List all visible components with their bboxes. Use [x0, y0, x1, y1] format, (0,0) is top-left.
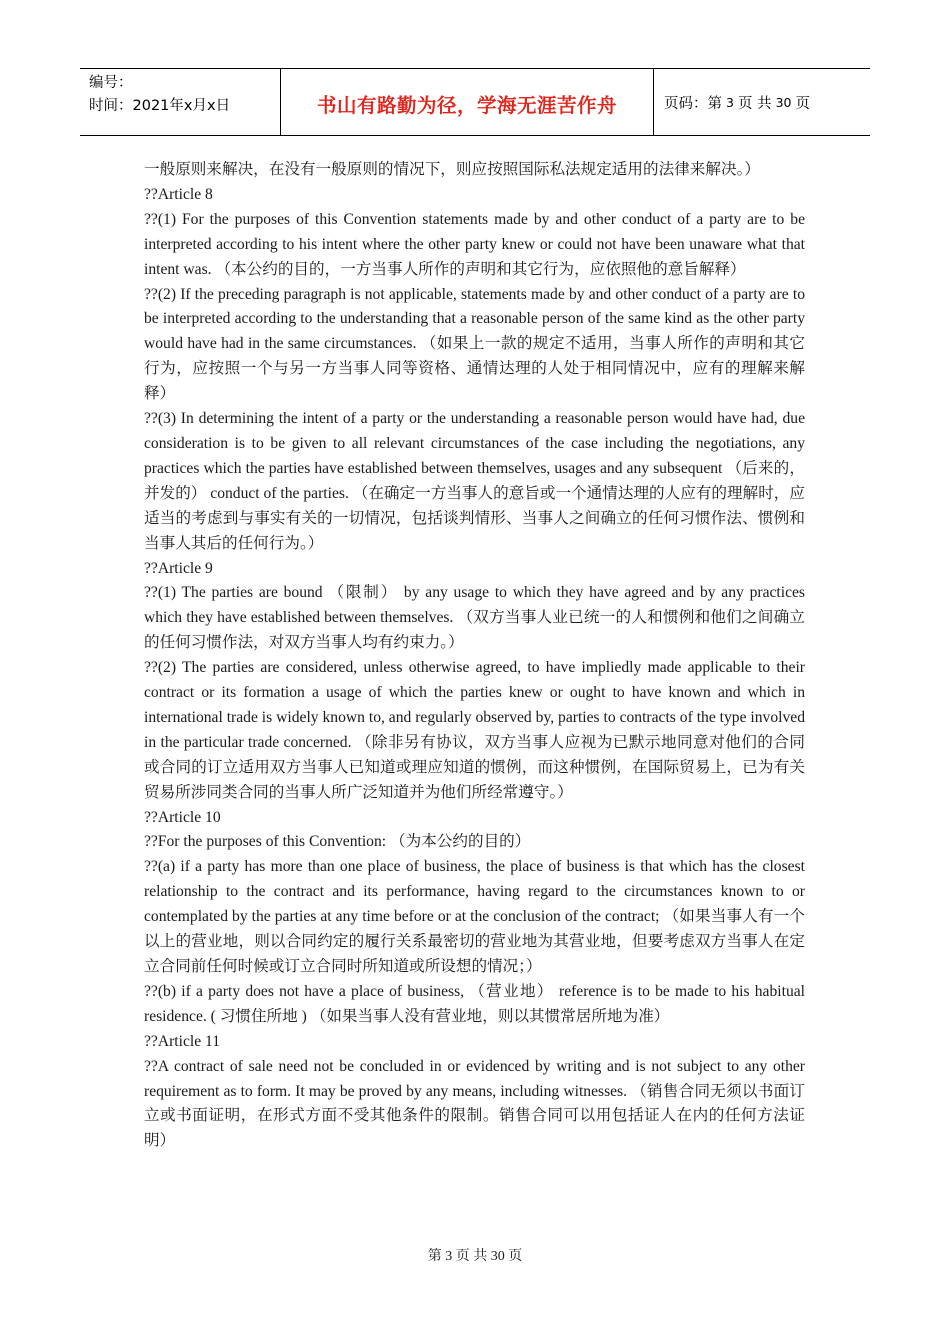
article-heading: ??Article 11	[144, 1032, 221, 1050]
paragraph: ??(2) The parties are considered, unless otherwise agreed, to have impliedly made applicable to their contract or its formation a usage of which the parties knew or ought to have known and which in international trade is widely known to, and regularly observed by, parties to contracts of the type involved in the particular trade concerned. （除非另有协议，双方当事人应视为已默示地同意对他们的合同或合同的订立适用双方当事人已知道或理应知道的惯例，而这种惯例，在国际贸易上，已为有关贸易所涉同类合同的当事人所广泛知道并为他们所经常遵守。）	[144, 659, 805, 801]
paragraph: ??(3) In determining the intent of a party or the understanding a reasonable person would have had, due consideration is to be given to all relevant circumstances of the case including the negotiations, any practices which the parties have established between themselves, usages and any subsequent （后来的，并发的） conduct of the parties. （在确定一方当事人的意旨或一个通情达理的人应有的理解时，应适当的考虑到与事实有关的一切情况，包括谈判情形、当事人之间确立的任何习惯作法、惯例和当事人其后的任何行为。）	[144, 410, 806, 552]
paragraph: ??A contract of sale need not be concluded in or evidenced by writing and is not subject to any other requirement as to form. It may be proved by any means, including witnesses. （销售合同无须以书面订立或书面证明，在形式方面不受其他条件的限制。销售合同可以用包括证人在内的任何方法证明）	[144, 1057, 805, 1150]
article-heading: ??Article 10	[144, 808, 221, 826]
document-date-label: 时间：2021年x月x日	[89, 98, 231, 114]
document-body	[144, 158, 805, 1154]
paragraph: ??For the purposes of this Convention: （为本公约的目的）	[144, 833, 531, 851]
header-motto-cell	[281, 69, 654, 135]
paragraph: ??(1) For the purposes of this Convention statements made by and other conduct of a party are to be interpreted according to his intent where the other party knew or could not have been unaware what that intent was. （本公约的目的，一方当事人所作的声明和其它行为，应依照他的意旨解释）	[144, 210, 805, 278]
page-mid: 页 共	[737, 95, 772, 112]
article-heading: ??Article 9	[144, 559, 213, 577]
document-header	[80, 68, 870, 136]
paragraph: ??(a) if a party has more than one place of business, the place of business is that which has the closest relationship to the contract and its performance, having regard to the circumstances known to or contemplated by the parties at any time before or at the conclusion of the contract; （如果当事人有一个以上的营业地，则以合同约定的履行关系最密切的营业地为其营业地，但要考虑双方当事人在定立合同前任何时候或订立合同时所知道或所设想的情况；）	[144, 858, 805, 975]
document-number-label: 编号：	[89, 75, 133, 91]
page-label: 页码：第	[664, 95, 722, 112]
header-info-cell	[80, 69, 281, 135]
page-current: 3	[726, 94, 734, 110]
paragraph: 一般原则来解决，在没有一般原则的情况下，则应按照国际私法规定适用的法律来解决。）	[144, 161, 760, 178]
article-heading: ??Article 8	[144, 185, 213, 203]
page-total: 30	[775, 94, 792, 110]
header-page-cell	[654, 69, 870, 135]
page-end: 页	[795, 95, 810, 112]
page-footer: 第 3 页 共 30 页	[427, 1249, 523, 1264]
paragraph: ??(b) if a party does not have a place of business, （营业地） reference is to be made to his habitual residence. ( 习惯住所地 ) （如果当事人没有营业地，则以其惯常居所地为准）	[144, 982, 805, 1025]
paragraph: ??(2) If the preceding paragraph is not applicable, statements made by and other conduct of a party are to be interpreted according to the understanding that a reasonable person of the same kind as the other party would have had in the same circumstances. （如果上一款的规定不适用，当事人所作的声明和其它行为，应按照一个与另一方当事人同等资格、通情达理的人处于相同情况中，应有的理解来解释）	[144, 285, 805, 403]
paragraph: ??(1) The parties are bound （限制） by any usage to which they have agreed and by any practices which they have established between themselves. （双方当事人业已统一的人和惯例和他们之间确立的任何习惯作法，对双方当事人均有约束力。）	[144, 584, 805, 652]
header-motto: 书山有路勤为径，学海无涯苦作舟	[316, 93, 617, 117]
